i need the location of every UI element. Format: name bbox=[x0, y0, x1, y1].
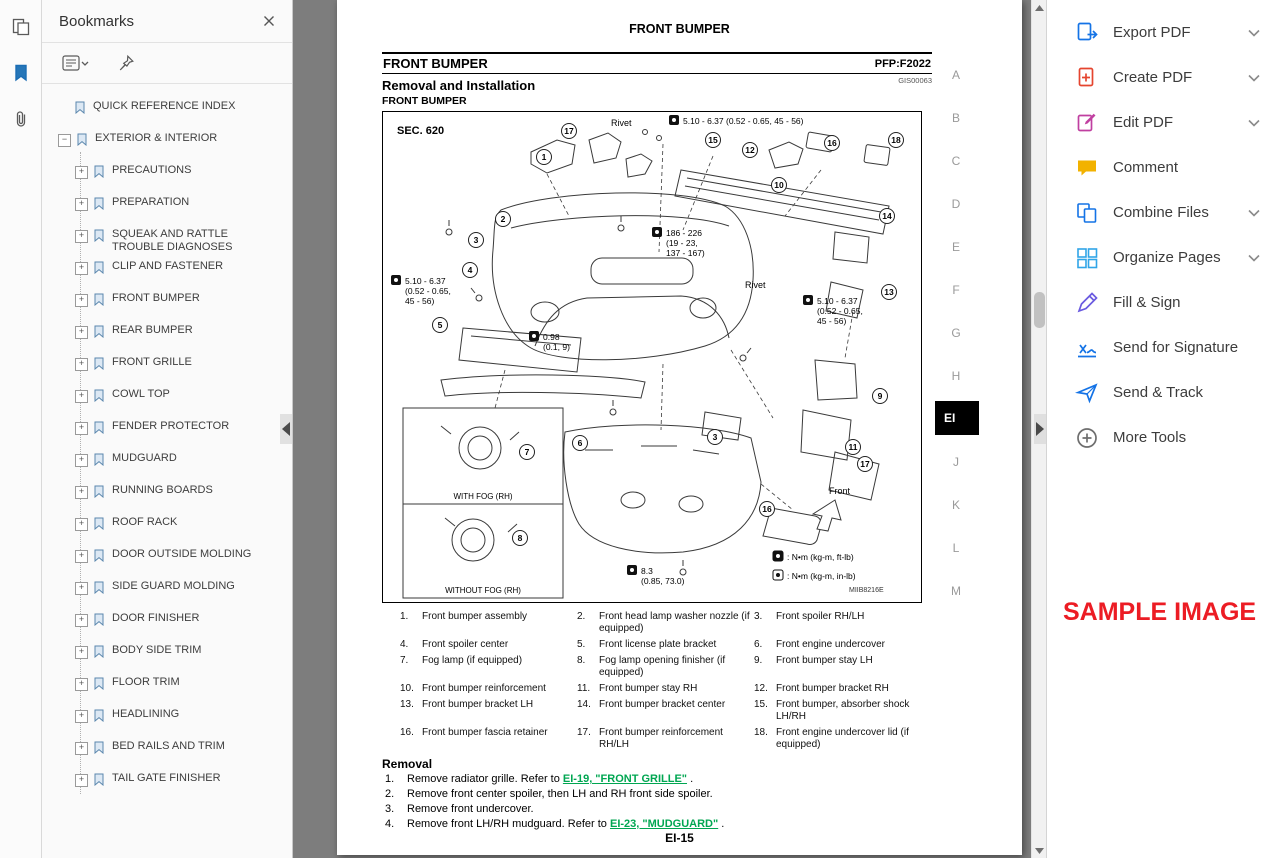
callout-7 bbox=[520, 445, 535, 460]
bookmark-options-icon[interactable] bbox=[62, 54, 89, 72]
expand-toggle-icon[interactable]: + bbox=[75, 454, 88, 467]
create-pdf-icon bbox=[1075, 66, 1099, 90]
section-heading-bar bbox=[382, 52, 932, 74]
removal-steps bbox=[385, 772, 932, 832]
group-title: FRONT BUMPER bbox=[382, 95, 467, 107]
cross-reference-link[interactable]: EI-23, "MUDGUARD" bbox=[609, 818, 719, 830]
tool-combine-files[interactable] bbox=[1047, 190, 1278, 235]
callout-11 bbox=[846, 440, 861, 455]
export-pdf-icon bbox=[1075, 21, 1099, 45]
callout-14 bbox=[880, 209, 895, 224]
bookmark-item-clip-and-fastener[interactable] bbox=[42, 254, 292, 286]
removal-step: 2. Remove front center spoiler, then LH and RH front side spoiler. bbox=[385, 788, 713, 800]
tool-more-tools[interactable] bbox=[1047, 415, 1278, 460]
tool-create-pdf[interactable] bbox=[1047, 55, 1278, 100]
callout-16 bbox=[825, 136, 840, 151]
svg-text:16: 16 bbox=[827, 138, 837, 148]
fill-sign-icon bbox=[1075, 291, 1099, 315]
chevron-down-icon[interactable] bbox=[1248, 119, 1260, 127]
svg-text:5.10 - 6.37: 5.10 - 6.37 bbox=[405, 276, 446, 286]
diagram-annotation: Rivet bbox=[745, 280, 766, 290]
torque-spec bbox=[669, 115, 804, 126]
bookmark-icon bbox=[93, 229, 105, 242]
part-item: 18. Front engine undercover lid (if equipped) bbox=[754, 727, 909, 750]
svg-text:8: 8 bbox=[517, 533, 523, 543]
part-item: 11. Front bumper stay RH bbox=[577, 683, 698, 694]
bookmark-icon bbox=[93, 325, 105, 338]
torque-spec bbox=[803, 295, 863, 326]
page-number: EI-15 bbox=[665, 831, 694, 845]
chevron-down-icon[interactable] bbox=[1248, 74, 1260, 82]
tool-comment[interactable] bbox=[1047, 145, 1278, 190]
section-tab-b: B bbox=[951, 111, 960, 125]
bookmark-label: HEADLINING bbox=[112, 708, 180, 720]
svg-text:8.3: 8.3 bbox=[641, 566, 653, 576]
bookmark-label: COWL TOP bbox=[112, 388, 170, 400]
bookmark-icon bbox=[93, 357, 105, 370]
chevron-down-icon[interactable] bbox=[1248, 29, 1260, 37]
svg-text:18: 18 bbox=[891, 135, 901, 145]
send-signature-icon bbox=[1075, 336, 1099, 360]
bookmark-label: FRONT GRILLE bbox=[112, 356, 192, 368]
tool-label: More Tools bbox=[1113, 429, 1187, 446]
removal-step: 4. Remove front LH/RH mudguard. Refer to EI-23, "MUDGUARD" . bbox=[385, 818, 725, 830]
svg-text:12: 12 bbox=[745, 145, 755, 155]
part-item: 7. Fog lamp (if equipped) bbox=[400, 655, 523, 666]
expand-toggle-icon[interactable]: + bbox=[75, 614, 88, 627]
subsection-title: Removal and Installation bbox=[382, 78, 536, 93]
expand-toggle-icon[interactable]: + bbox=[75, 262, 88, 275]
svg-text:: N•m (kg-m, in-lb): : N•m (kg-m, in-lb) bbox=[787, 571, 856, 581]
bookmark-icon bbox=[93, 421, 105, 434]
expand-toggle-icon[interactable]: + bbox=[75, 678, 88, 691]
scroll-up-arrow[interactable] bbox=[1032, 0, 1046, 15]
tool-label: Send for Signature bbox=[1113, 339, 1239, 356]
svg-text:45 - 56): 45 - 56) bbox=[405, 296, 435, 306]
bookmarks-icon bbox=[13, 64, 29, 82]
tool-export-pdf[interactable] bbox=[1047, 10, 1278, 55]
subsection-row bbox=[382, 77, 932, 95]
callout-3 bbox=[469, 233, 484, 248]
tool-send-for-signature[interactable] bbox=[1047, 325, 1278, 370]
svg-text:11: 11 bbox=[848, 442, 858, 452]
bookmark-label: SQUEAK AND RATTLE TROUBLE DIAGNOSES bbox=[112, 228, 233, 253]
expand-toggle-icon[interactable]: + bbox=[75, 518, 88, 531]
bookmark-label: FENDER PROTECTOR bbox=[112, 420, 230, 432]
tool-label: Comment bbox=[1113, 159, 1179, 176]
more-tools-icon bbox=[1075, 426, 1099, 450]
expand-toggle-icon[interactable]: + bbox=[75, 390, 88, 403]
doc-code: GIS00063 bbox=[898, 76, 932, 85]
bookmark-label: BED RAILS AND TRIM bbox=[112, 740, 225, 752]
svg-text:9: 9 bbox=[877, 391, 883, 401]
part-item: 9. Front bumper stay LH bbox=[754, 655, 873, 666]
svg-text:16: 16 bbox=[762, 504, 772, 514]
bookmark-item-bed-rails-and-trim[interactable] bbox=[42, 734, 292, 766]
bookmark-item-floor-trim[interactable] bbox=[42, 670, 292, 702]
running-header: FRONT BUMPER bbox=[629, 22, 730, 36]
bookmark-label: EXTERIOR & INTERIOR bbox=[95, 132, 218, 144]
page-thumbnails-button[interactable] bbox=[8, 14, 34, 40]
bookmark-icon bbox=[93, 613, 105, 626]
svg-text:10: 10 bbox=[774, 180, 784, 190]
expand-toggle-icon[interactable]: + bbox=[75, 358, 88, 371]
bookmark-label: PREPARATION bbox=[112, 196, 190, 208]
pin-icon[interactable] bbox=[117, 54, 135, 72]
bookmark-label: MUDGUARD bbox=[112, 452, 177, 464]
bookmark-icon bbox=[93, 453, 105, 466]
part-item: 2. Front head lamp washer nozzle (if equipped) bbox=[577, 611, 750, 634]
expand-toggle-icon[interactable]: + bbox=[75, 166, 88, 179]
expand-toggle-icon[interactable]: + bbox=[75, 486, 88, 499]
bookmark-item-side-guard-molding[interactable] bbox=[42, 574, 292, 606]
svg-text:0.98: 0.98 bbox=[543, 332, 560, 342]
expand-toggle-icon[interactable]: + bbox=[75, 742, 88, 755]
bookmark-item-door-finisher[interactable] bbox=[42, 606, 292, 638]
parts-legend bbox=[400, 611, 1022, 751]
section-tab-h: H bbox=[951, 369, 961, 383]
bookmark-item-squeak-and-rattle-trouble-diagnoses[interactable] bbox=[42, 222, 292, 254]
collapse-tools-handle[interactable] bbox=[1034, 414, 1046, 444]
svg-text:(0.85, 73.0): (0.85, 73.0) bbox=[641, 576, 685, 586]
svg-text:17: 17 bbox=[860, 459, 870, 469]
part-item: 5. Front license plate bracket bbox=[577, 639, 717, 650]
bookmark-item-mudguard[interactable] bbox=[42, 446, 292, 478]
svg-text:15: 15 bbox=[708, 135, 718, 145]
part-item: 10. Front bumper reinforcement bbox=[400, 683, 546, 694]
removal-heading: Removal bbox=[382, 757, 433, 771]
torque-spec bbox=[652, 227, 705, 258]
edit-pdf-icon bbox=[1075, 111, 1099, 135]
callout-8 bbox=[513, 531, 528, 546]
bookmark-icon bbox=[93, 389, 105, 402]
bookmark-item-exterior-interior[interactable] bbox=[42, 126, 292, 158]
bookmark-item-rear-bumper[interactable] bbox=[42, 318, 292, 350]
tool-fill-sign[interactable] bbox=[1047, 280, 1278, 325]
callout-10 bbox=[772, 178, 787, 193]
torque-legend bbox=[773, 551, 854, 562]
inset-label: WITHOUT FOG (RH) bbox=[445, 586, 521, 595]
tool-label: Export PDF bbox=[1113, 24, 1191, 41]
bookmark-icon bbox=[93, 517, 105, 530]
part-item: 6. Front engine undercover bbox=[754, 639, 885, 650]
tool-label: Fill & Sign bbox=[1113, 294, 1181, 311]
section-tab-f: F bbox=[952, 283, 960, 297]
expand-toggle-icon[interactable]: + bbox=[75, 774, 88, 787]
callout-6 bbox=[573, 436, 588, 451]
part-item: 8. Fog lamp opening finisher (if equipped) bbox=[577, 655, 726, 678]
svg-text:4: 4 bbox=[467, 265, 473, 275]
section-tab-a: A bbox=[951, 68, 960, 82]
section-tab-d: D bbox=[951, 197, 961, 211]
organize-pages-icon bbox=[1075, 246, 1099, 270]
expander-spacer bbox=[58, 102, 69, 113]
bookmarks-panel-title: Bookmarks bbox=[59, 12, 135, 30]
svg-text:5.10 - 6.37 (0.52 - 0.65, 45 -: 5.10 - 6.37 (0.52 - 0.65, 45 - 56) bbox=[683, 116, 804, 126]
bookmark-item-preparation[interactable] bbox=[42, 190, 292, 222]
part-item: 15. Front bumper, absorber shock LH/RH bbox=[754, 699, 910, 722]
svg-text:(0.1, 9): (0.1, 9) bbox=[543, 342, 570, 352]
bookmark-icon bbox=[93, 677, 105, 690]
left-sidebar-iconbar bbox=[0, 0, 42, 858]
part-item: 17. Front bumper reinforcement RH/LH bbox=[577, 727, 723, 750]
expand-toggle-icon[interactable]: + bbox=[75, 582, 88, 595]
pdf-page bbox=[337, 0, 1022, 855]
svg-text:5.10 - 6.37: 5.10 - 6.37 bbox=[817, 296, 858, 306]
tool-label: Edit PDF bbox=[1113, 114, 1174, 131]
scrollbar-thumb[interactable] bbox=[1034, 292, 1045, 328]
bookmark-icon bbox=[93, 485, 105, 498]
attachments-icon bbox=[13, 110, 29, 128]
expand-toggle-icon[interactable]: + bbox=[75, 326, 88, 339]
part-item: 1. Front bumper assembly bbox=[400, 611, 528, 622]
svg-text:: N•m (kg-m, ft-lb): : N•m (kg-m, ft-lb) bbox=[787, 552, 854, 562]
tool-label: Create PDF bbox=[1113, 69, 1193, 86]
exploded-view-artwork bbox=[403, 130, 890, 599]
diagram-annotation: Front bbox=[829, 486, 851, 496]
bookmarks-button[interactable] bbox=[8, 60, 34, 86]
tool-label: Send & Track bbox=[1113, 384, 1204, 401]
pfp-code: PFP:F2022 bbox=[874, 57, 931, 70]
bookmark-label: FLOOR TRIM bbox=[112, 676, 180, 688]
section-tab-j: J bbox=[953, 455, 959, 469]
tool-send-track[interactable] bbox=[1047, 370, 1278, 415]
bookmark-label: BODY SIDE TRIM bbox=[112, 644, 202, 656]
torque-spec bbox=[391, 275, 451, 306]
callout-17 bbox=[858, 457, 873, 472]
diagram-annotation: Rivet bbox=[611, 118, 632, 128]
figure-frame bbox=[382, 111, 922, 603]
bookmark-item-headlining[interactable] bbox=[42, 702, 292, 734]
bookmark-item-front-grille[interactable] bbox=[42, 350, 292, 382]
tools-panel bbox=[1046, 0, 1278, 858]
bookmark-icon bbox=[93, 581, 105, 594]
chevron-down-icon[interactable] bbox=[1248, 209, 1260, 217]
bookmark-label: PRECAUTIONS bbox=[112, 164, 192, 176]
expand-toggle-icon[interactable]: + bbox=[75, 550, 88, 563]
part-item: 16. Front bumper fascia retainer bbox=[400, 727, 548, 738]
svg-text:13: 13 bbox=[884, 287, 894, 297]
expand-toggle-icon[interactable]: + bbox=[75, 646, 88, 659]
bookmark-label: CLIP AND FASTENER bbox=[112, 260, 224, 272]
bookmark-icon bbox=[93, 261, 105, 274]
bookmark-icon bbox=[93, 293, 105, 306]
svg-text:(0.52 - 0.65,: (0.52 - 0.65, bbox=[817, 306, 863, 316]
diagram-figure-id: MIIB8216E bbox=[849, 587, 884, 594]
bookmark-icon bbox=[93, 741, 105, 754]
tool-label: Combine Files bbox=[1113, 204, 1209, 221]
callout-12 bbox=[743, 143, 758, 158]
expand-toggle-icon[interactable]: + bbox=[75, 198, 88, 211]
section-tab-k: K bbox=[951, 498, 960, 512]
combine-files-icon bbox=[1075, 201, 1099, 225]
svg-text:45 - 56): 45 - 56) bbox=[817, 316, 847, 326]
svg-text:5: 5 bbox=[437, 320, 443, 330]
part-item: 14. Front bumper bracket center bbox=[577, 699, 726, 710]
bookmark-icon bbox=[93, 645, 105, 658]
bookmark-label: REAR BUMPER bbox=[112, 324, 193, 336]
tools-list bbox=[1047, 10, 1278, 460]
bookmark-icon bbox=[76, 133, 88, 146]
document-view bbox=[293, 0, 1046, 858]
callout-18 bbox=[889, 133, 904, 148]
scroll-down-arrow[interactable] bbox=[1032, 843, 1046, 858]
callout-2 bbox=[496, 212, 511, 227]
expand-toggle-icon[interactable]: + bbox=[75, 710, 88, 723]
callout-16 bbox=[760, 502, 775, 517]
bookmark-item-fender-protector[interactable] bbox=[42, 414, 292, 446]
section-tab-g: G bbox=[951, 326, 961, 340]
inset-label: WITH FOG (RH) bbox=[453, 492, 513, 501]
bookmark-icon bbox=[93, 773, 105, 786]
bookmark-icon bbox=[74, 101, 86, 114]
page-thumbnails-icon bbox=[12, 18, 30, 36]
svg-text:14: 14 bbox=[882, 211, 892, 221]
bookmarks-tree bbox=[42, 84, 292, 858]
sample-image-watermark: SAMPLE IMAGE bbox=[1063, 598, 1257, 626]
expand-toggle-icon[interactable]: + bbox=[75, 422, 88, 435]
bookmarks-panel bbox=[42, 0, 293, 858]
cross-reference-link[interactable]: EI-19, "FRONT GRILLE" bbox=[562, 773, 688, 785]
section-tab-l: L bbox=[952, 541, 960, 555]
collapse-bookmarks-handle[interactable] bbox=[280, 414, 292, 444]
bookmark-item-door-outside-molding[interactable] bbox=[42, 542, 292, 574]
svg-text:137 - 167): 137 - 167) bbox=[666, 248, 705, 258]
callout-5 bbox=[433, 318, 448, 333]
bookmark-label: SIDE GUARD MOLDING bbox=[112, 580, 235, 592]
removal-step: 1. Remove radiator grille. Refer to EI-19, "FRONT GRILLE" . bbox=[385, 773, 694, 785]
callout-4 bbox=[463, 263, 478, 278]
bookmark-label: FRONT BUMPER bbox=[112, 292, 200, 304]
svg-text:17: 17 bbox=[564, 126, 574, 136]
callout-13 bbox=[882, 285, 897, 300]
bookmarks-panel-header bbox=[42, 0, 292, 43]
section-tab-c: C bbox=[951, 154, 961, 168]
removal-step: 3. Remove front undercover. bbox=[385, 803, 534, 815]
svg-text:3: 3 bbox=[473, 235, 479, 245]
bookmark-item-roof-rack[interactable] bbox=[42, 510, 292, 542]
callout-15 bbox=[706, 133, 721, 148]
section-tab-e: E bbox=[951, 240, 960, 254]
svg-text:186 - 226: 186 - 226 bbox=[666, 228, 702, 238]
bookmark-icon bbox=[93, 165, 105, 178]
bookmark-icon bbox=[93, 197, 105, 210]
bookmark-item-body-side-trim[interactable] bbox=[42, 638, 292, 670]
attachments-button[interactable] bbox=[8, 106, 34, 132]
bookmark-label: DOOR FINISHER bbox=[112, 612, 200, 624]
bookmark-item-running-boards[interactable] bbox=[42, 478, 292, 510]
svg-text:7: 7 bbox=[524, 447, 530, 457]
bookmark-icon bbox=[93, 709, 105, 722]
tool-edit-pdf[interactable] bbox=[1047, 100, 1278, 145]
svg-text:6: 6 bbox=[577, 438, 583, 448]
svg-text:2: 2 bbox=[500, 214, 506, 224]
part-item: 3. Front spoiler RH/LH bbox=[754, 611, 865, 622]
section-tab-ei: EI bbox=[935, 401, 979, 435]
bookmark-label: QUICK REFERENCE INDEX bbox=[93, 100, 236, 112]
bookmark-label: RUNNING BOARDS bbox=[112, 484, 213, 496]
callout-1 bbox=[537, 150, 552, 165]
svg-text:1: 1 bbox=[541, 152, 547, 162]
callout-3 bbox=[708, 430, 723, 445]
bookmark-icon bbox=[93, 549, 105, 562]
close-icon[interactable] bbox=[260, 12, 278, 30]
bookmark-item-quick-reference-index[interactable] bbox=[42, 94, 292, 126]
torque-legend bbox=[773, 570, 856, 581]
bookmark-label: TAIL GATE FINISHER bbox=[112, 772, 221, 784]
chevron-down-icon[interactable] bbox=[1248, 254, 1260, 262]
tool-organize-pages[interactable] bbox=[1047, 235, 1278, 280]
exploded-diagram bbox=[383, 112, 921, 602]
collapse-toggle-icon[interactable]: − bbox=[58, 134, 71, 147]
expand-toggle-icon[interactable]: + bbox=[75, 294, 88, 307]
section-title: FRONT BUMPER bbox=[383, 56, 488, 71]
part-item: 12. Front bumper bracket RH bbox=[754, 683, 889, 694]
tool-label: Organize Pages bbox=[1113, 249, 1221, 266]
bookmark-item-tail-gate-finisher[interactable] bbox=[42, 766, 292, 798]
svg-text:(0.52 - 0.65,: (0.52 - 0.65, bbox=[405, 286, 451, 296]
part-item: 13. Front bumper bracket LH bbox=[400, 699, 534, 710]
expand-toggle-icon[interactable]: + bbox=[75, 230, 88, 243]
section-tab-m: M bbox=[951, 584, 961, 598]
svg-text:(19 - 23,: (19 - 23, bbox=[666, 238, 698, 248]
comment-icon bbox=[1075, 156, 1099, 180]
torque-spec bbox=[627, 565, 685, 586]
svg-text:3: 3 bbox=[712, 432, 718, 442]
diagram-sec-label: SEC. 620 bbox=[397, 125, 445, 137]
callout-9 bbox=[873, 389, 888, 404]
bookmark-item-front-bumper[interactable] bbox=[42, 286, 292, 318]
bookmark-item-cowl-top[interactable] bbox=[42, 382, 292, 414]
bookmark-label: DOOR OUTSIDE MOLDING bbox=[112, 548, 252, 560]
part-item: 4. Front spoiler center bbox=[400, 639, 509, 650]
bookmarks-toolbar bbox=[42, 43, 292, 84]
bookmark-item-precautions[interactable] bbox=[42, 158, 292, 190]
callout-17 bbox=[562, 124, 577, 139]
bookmark-label: ROOF RACK bbox=[112, 516, 178, 528]
send-track-icon bbox=[1075, 381, 1099, 405]
